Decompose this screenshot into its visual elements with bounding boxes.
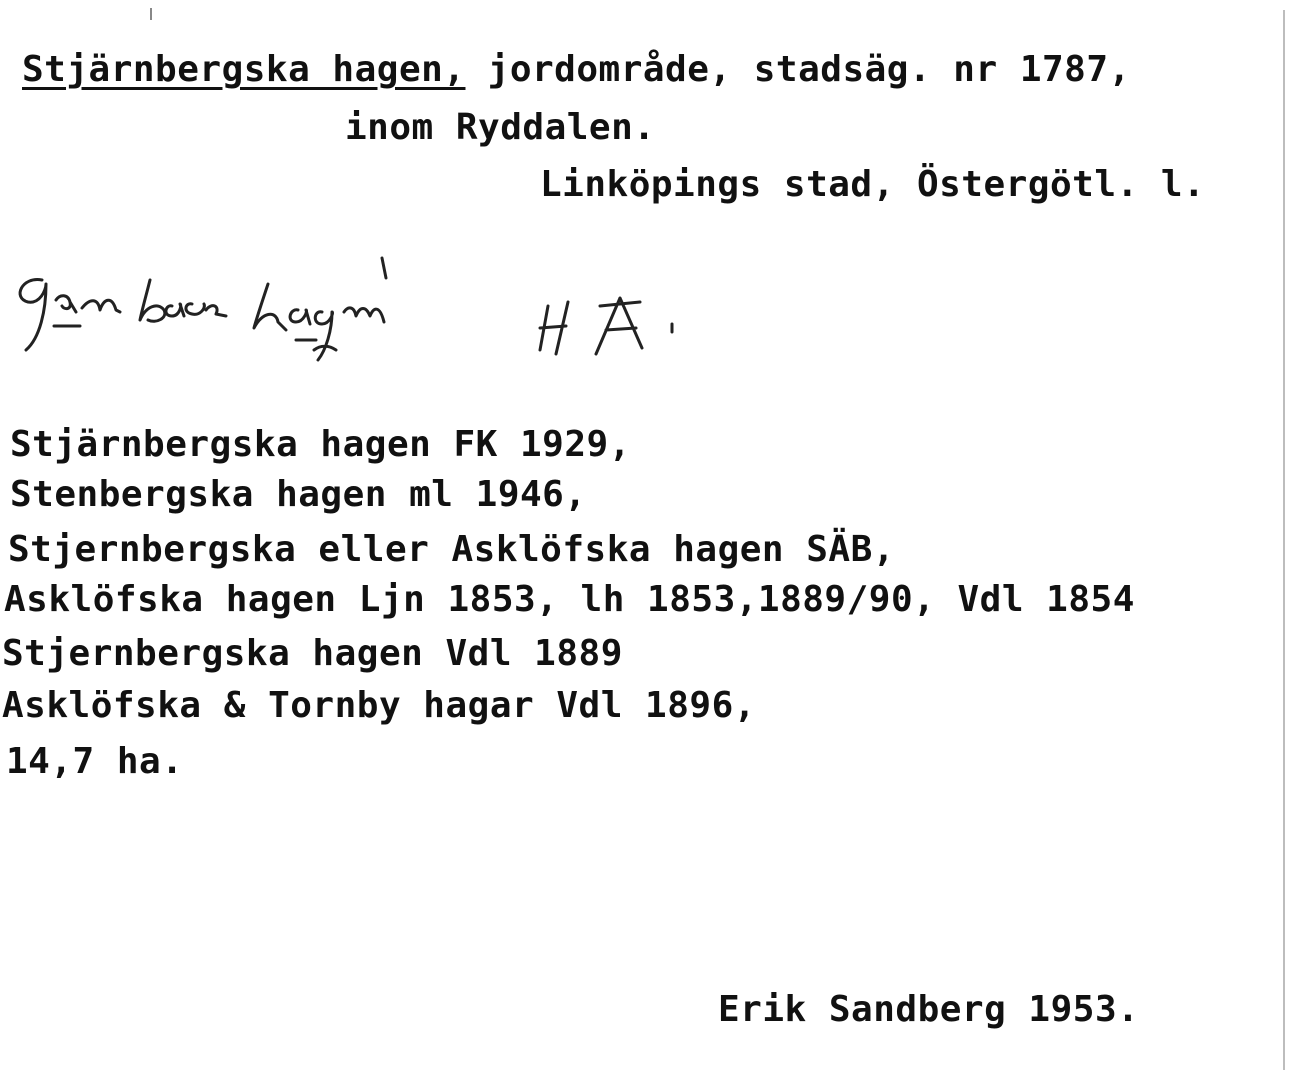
parish-line: Linköpings stad, Östergötl. l. [540,164,1206,205]
form-line: Stjernbergska hagen Vdl 1889 [2,633,623,674]
area-line: 14,7 ha. [6,741,184,782]
entry-description: jordområde, stadsäg. nr 1787, [465,49,1131,90]
scan-mark [150,8,152,20]
form-line: Stenbergska hagen ml 1946, [10,474,587,515]
header-line-1 [22,50,1131,90]
entry-title: Stjärnbergska hagen, [22,49,466,90]
form-line: Stjärnbergska hagen FK 1929, [10,424,631,465]
signature: Erik Sandberg 1953. [718,989,1140,1030]
card-right-edge [1283,10,1285,1070]
handwritten-note [0,250,760,390]
location-line: inom Ryddalen. [345,107,656,148]
form-line: Asklöfska hagen Ljn 1853, lh 1853,1889/90, Vdl 1854 [4,579,1135,620]
form-line: Stjernbergska eller Asklöfska hagen SÄB, [8,529,895,570]
form-line: Asklöfska & Tornby hagar Vdl 1896, [2,685,756,726]
